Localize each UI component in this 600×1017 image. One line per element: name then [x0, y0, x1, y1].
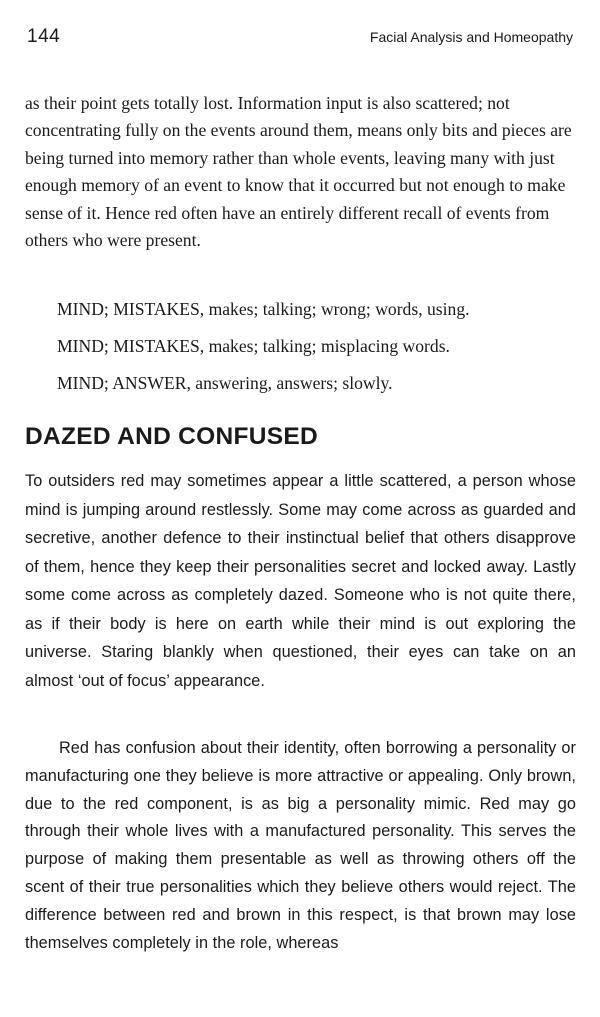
running-head: Facial Analysis and Homeopathy — [369, 29, 573, 45]
rubric-item: MIND; ANSWER, answering, answers; slowly. — [57, 373, 393, 393]
page-header — [27, 26, 573, 52]
page-number: 144 — [27, 26, 61, 47]
section-heading: DAZED AND CONFUSED — [25, 423, 319, 450]
rubric-list — [57, 297, 577, 408]
rubric-item: MIND; MISTAKES, makes; talking; misplacing words. — [57, 336, 450, 356]
paragraph-outsiders: To outsiders red may sometimes appear a little scattered, a person whose mind is jumping around restlessly. Some may come across as guarded and secretive, another defence to their instinctual belief that others disapprove of them, hence they keep their personalities secret and locked away. Lastly some come across as completely dazed. Someone who is not quite there, as if their body is here on earth while their mind is out exploring the universe. Staring blankly when questioned, their eyes can take on an almost ‘out of focus’ appearance. — [25, 472, 576, 690]
paragraph-identity: Red has confusion about their identity, often borrowing a personality or manufacturing one they believe is more attractive or appealing. Only brown, due to the red component, is as big a personality mimic. Red may go through their whole lives with a manufactured personality. This serves the purpose of making them presentable as well as throwing others off the scent of their true personalities which they believe others would reject. The difference between red and brown in this respect, is that brown may lose themselves completely in the role, whereas — [25, 739, 576, 952]
rubric-item: MIND; MISTAKES, makes; talking; wrong; words, using. — [57, 299, 470, 319]
paragraph-continuation: as their point gets totally lost. Information input is also scattered; not concentrating fully on the events around them, means only bits and pieces are being turned into memory rather than whole events, leaving many with just enough memory of an event to know that it occurred but not enough to make sense of it. Hence red often have an entirely different recall of events from others who were present. — [25, 93, 572, 251]
